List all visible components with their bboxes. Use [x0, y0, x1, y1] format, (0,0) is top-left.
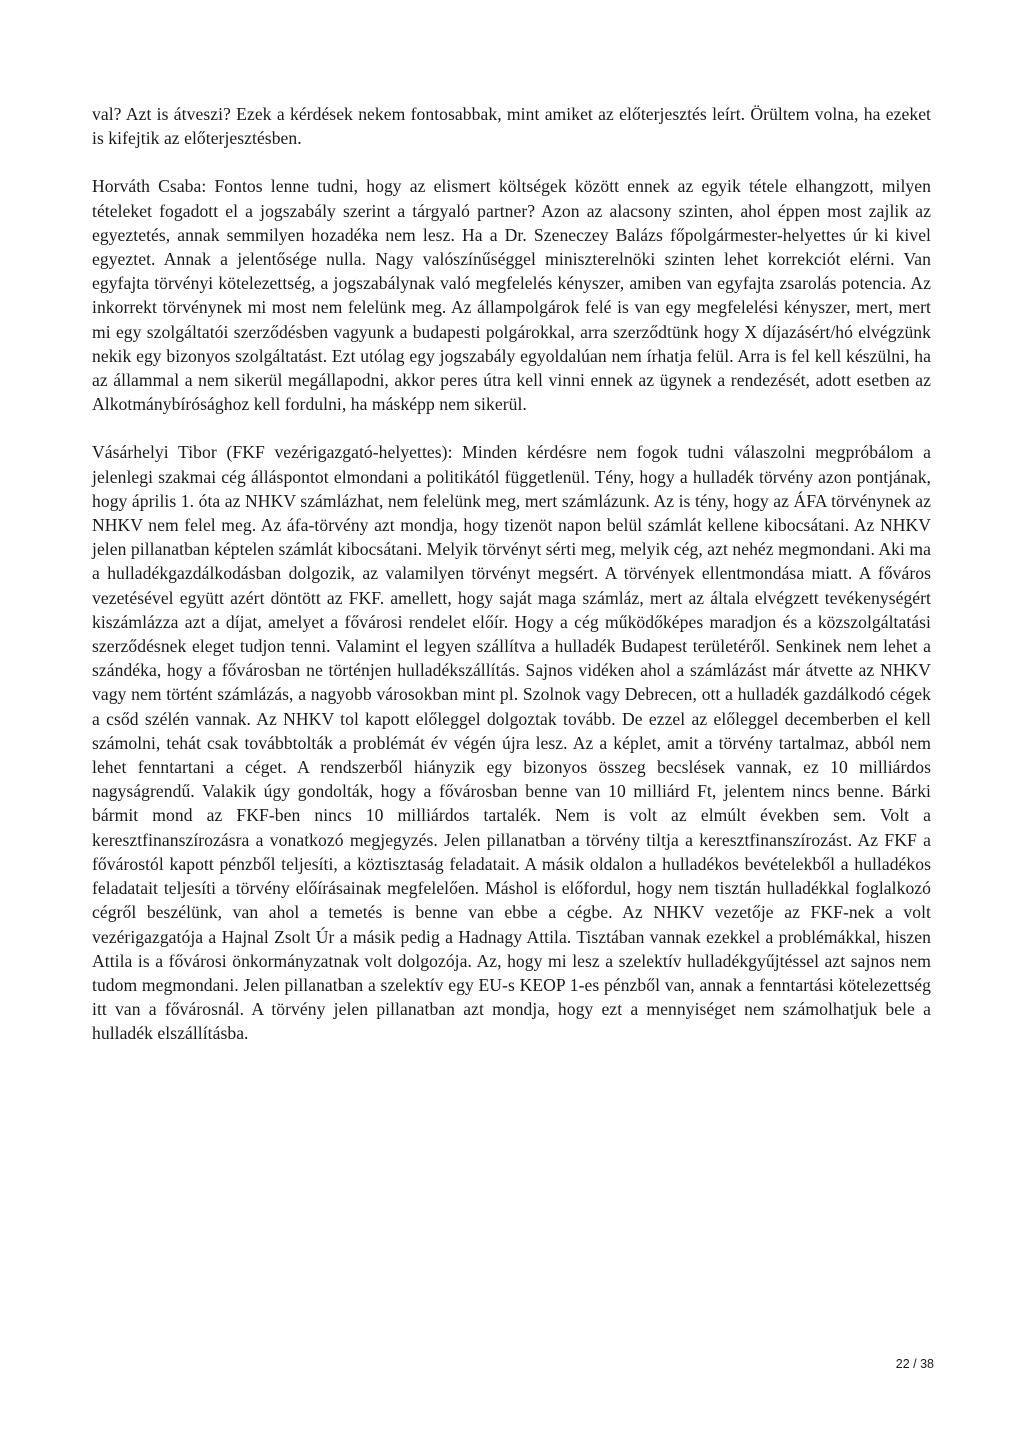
paragraph-continuation: val? Azt is átveszi? Ezek a kérdések nekem fontosabbak, mint amiket az előterjesztés leírt. Örültem volna, ha ezeket is kifejtik az előterjesztésben.	[92, 104, 931, 149]
page-number: 22 / 38	[895, 1357, 934, 1371]
paragraph-vasarhelyi-tibor: Vásárhelyi Tibor (FKF vezérigazgató-helyettes): Minden kérdésre nem fogok tudni válaszolni megpróbálom a jelenlegi szakmai cég álláspontot elmondani a politikától függetlenül. Tény, hogy a hulladék törvény azon pontjának, hogy április 1. óta az NHKV számlázhat, nem felelünk meg, mert számlázunk. Az is tény, hogy az ÁFA törvénynek az NHKV nem felel meg. Az áfa-törvény azt mondja, hogy tizenöt napon belül számlát kellene kibocsátani. Az NHKV jelen pillanatban képtelen számlát kibocsátani. Melyik törvényt sérti meg, melyik cég, azt nehéz megmondani. Aki ma a hulladékgazdálkodásban dolgozik, az valamilyen törvényt megsért. A törvények ellentmondása miatt. A főváros vezetésével együtt azért döntött az FKF. amellett, hogy saját maga számláz, mert az általa elvégzett tevékenységért kiszámlázza azt a díjat, amelyet a fővárosi rendelet előír. Hogy a cég működőképes maradjon és a közszolgáltatási szerződésnek eleget tudjon tenni. Valamint el legyen szállítva a hulladék Budapest területéről. Senkinek nem lehet a szándéka, hogy a fővárosban ne történjen hulladékszállítás. Sajnos vidéken ahol a számlázást már átvette az NHKV vagy nem történt számlázás, a nagyobb városokban mint pl. Szolnok vagy Debrecen, ott a hulladék gazdálkodó cégek a csőd szélén vannak. Az NHKV tol kapott előleggel dolgoztak tovább. De ezzel az előleggel decemberben el kell számolni, tehát csak továbbtolták a problémát év végén újra lesz. Az a képlet, amit a törvény tartalmaz, abból nem lehet fenntartani a céget. A rendszerből hiányzik egy bizonyos összeg becslések vannak, ez 10 milliárdos nagyságrendű. Valakik úgy gondolták, hogy a fővárosban benne van 10 milliárd Ft, jelentem nincs benne. Bárki bármit mond az FKF-ben nincs 10 milliárdos tartalék. Nem is volt az elmúlt években sem. Volt a keresztfinanszírozásra a vonatkozó megjegyzés. Jelen pillanatban a törvény tiltja a keresztfinanszírozást. Az FKF a fővárostól kapott pénzből teljesíti, a köztisztaság feladatait. A másik oldalon a hulladékos bevételekből a hulladékos feladatait teljesíti a törvény előírásainak megfelelően. Máshol is előfordul, hogy nem tisztán hulladékkal foglalkozó cégről beszélünk, van ahol a temetés is benne van ebbe a cégbe. Az NHKV vezetője az FKF-nek a volt vezérigazgatója a Hajnal Zsolt Úr a másik pedig a Hadnagy Attila. Tisztában vannak ezekkel a problémákkal, hiszen Attila is a fővárosi önkormányzatnak volt dolgozója. Az, hogy mi lesz a szelektív hulladékgyűjtéssel azt sajnos nem tudom megmondani. Jelen pillanatban a szelektív egy EU-s KEOP 1-es pénzből van, annak a fenntartási kötelezettség itt van a fővárosnál. A törvény jelen pillanatban azt mondja, hogy ezt a mennyiséget nem számolhatjuk bele a hulladék elszállításba.	[92, 442, 931, 1044]
paragraph-horvath-csaba: Horváth Csaba: Fontos lenne tudni, hogy az elismert költségek között ennek az egyik tétele elhangzott, milyen tételeket fogadott el a jogszabály szerint a tárgyaló partner? Azon az alacsony szinten, ahol éppen most zajlik az egyeztetés, annak semmilyen hozadéka nem lesz. Ha a Dr. Szeneczey Balázs főpolgármester-helyettes úr ki kivel egyeztet. Annak a jelentősége nulla. Nagy valószínűséggel miniszterelnöki szinten lehet korrekciót elérni. Van egyfajta törvényi kötelezettség, a jogszabálynak való megfelelés kényszer, amiben van egyfajta zsarolás potencia. Az inkorrekt törvénynek mi most nem felelünk meg. Az állampolgárok felé is van egy megfelelési kényszer, mert, mert mi egy szolgáltatói szerződésben vagyunk a budapesti polgárokkal, arra szerződtünk hogy X díjazásért/hó elvégzünk nekik egy bizonyos szolgáltatást. Ezt utólag egy jogszabály egyoldalúan nem írhatja felül. Arra is fel kell készülni, ha az állammal a nem sikerül megállapodni, akkor peres útra kell vinni ennek az ügynek a rendezését, adott esetben az Alkotmánybírósághoz kell fordulni, ha másképp nem sikerül.	[92, 176, 931, 415]
body-text	[92, 102, 931, 1069]
